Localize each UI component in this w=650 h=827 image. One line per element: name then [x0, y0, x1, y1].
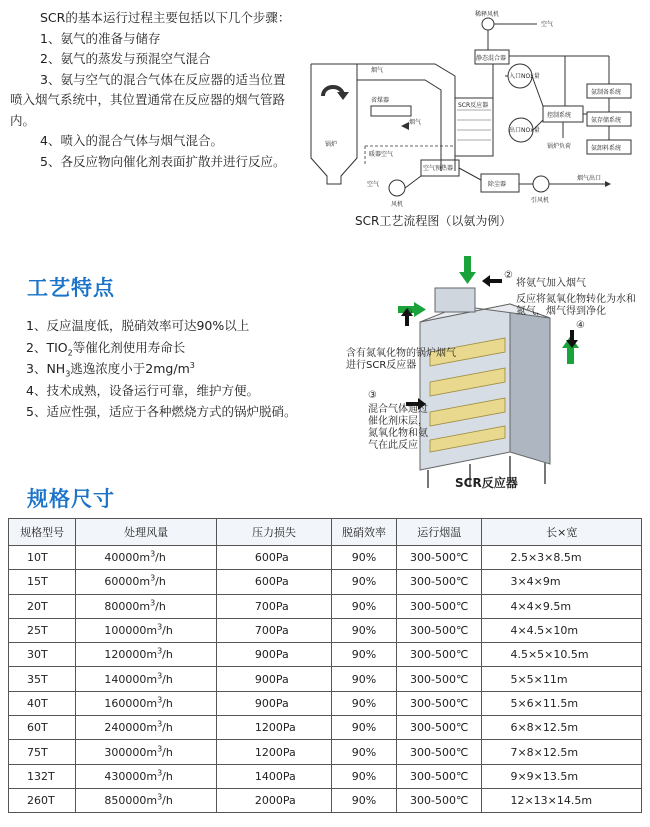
boiler-shape [311, 64, 357, 184]
label-ammonia-prep: 氨制备系统 [591, 89, 622, 96]
label-air-preheater: 空气预热器 [423, 165, 454, 172]
label-static-mixer: 静态混合器 [476, 55, 507, 62]
features-title: 工艺特点 [27, 276, 115, 300]
scr-flow-diagram [305, 6, 645, 231]
table-row: 20T $80000m^3/h$ 700Pa 90% 300-500℃ 4×4×9.5m [9, 594, 642, 618]
label-boiler: 锅炉 [325, 141, 338, 148]
intro-lead: SCR的基本运行过程主要包括以下几个步骤： [40, 10, 291, 25]
spec-table [8, 518, 642, 813]
label-induced-fan: 引风机 [531, 197, 550, 204]
table-row: 25T $100000m^3/h$ 700Pa 90% 300-500℃ 4×4.5×10m [9, 618, 642, 642]
feature-item: 1、反应温度低，脱硝效率可达90%以上 [26, 318, 250, 333]
table-row: 35T $140000m^3/h$ 900Pa 90% 300-500℃ 5×5×11m [9, 667, 642, 691]
intro-step: 1、氨气的准备与储存 [40, 30, 161, 46]
table-row: 30T $120000m^3/h$ 900Pa 90% 300-500℃ 4.5×5×10.5m [9, 643, 642, 667]
label-boiler-load: 锅炉负荷 [547, 143, 572, 150]
step-1-text: 含有氮氧化物的锅炉烟气进行SCR反应器 [346, 348, 456, 371]
label-ammonia-unload: 氨卸料系统 [591, 145, 622, 152]
header-efficiency: 脱硝效率 [332, 519, 397, 546]
label-control-system: 控制系统 [547, 112, 572, 119]
label-dilution-fan: 稀释风机 [475, 11, 500, 18]
header-temperature: 运行烟温 [396, 519, 482, 546]
intro-text [10, 8, 295, 172]
feature-item: 2、$TIO_2$等催化剂使用寿命长 [26, 339, 186, 357]
label-chimney: 烟气出口 [577, 175, 602, 182]
header-dimensions: 长×宽 [482, 519, 642, 546]
intro-step: 3、氨与空气的混合气体在反应器的适当位置喷入烟气系统中，其位置通常在反应器的烟气管路内。 [10, 71, 286, 128]
header-model: 规格型号 [9, 519, 76, 546]
step-3-number: ③ [368, 390, 377, 401]
feature-item: 4、技术成熟，设备运行可靠，维护方便。 [26, 382, 259, 398]
label-air-top: 空气 [541, 21, 554, 28]
label-dust-remover: 除尘器 [488, 181, 507, 188]
label-scr-reactor: SCR反应器 [458, 102, 489, 109]
label-ammonia-storage: 氨存储系统 [591, 117, 622, 124]
header-pressure-loss: 压力损失 [216, 519, 331, 546]
table-row: 260T $850000m^3/h$ 2000Pa 90% 300-500℃ 12×13×14.5m [9, 788, 642, 812]
label-inlet-nox: 入口NOx量 [509, 73, 540, 80]
table-row: 60T $240000m^3/h$ 1200Pa 90% 300-500℃ 6×8×12.5m [9, 716, 642, 740]
spec-title: 规格尺寸 [27, 487, 115, 511]
intro-step: 5、各反应物向催化剂表面扩散并进行反应。 [40, 153, 286, 169]
table-row: 40T $160000m^3/h$ 900Pa 90% 300-500℃ 5×6×11.5m [9, 691, 642, 715]
header-airflow: 处理风量 [76, 519, 217, 546]
intro-step: 2、氨气的蒸发与预混空气混合 [40, 51, 211, 66]
table-header-row [9, 519, 642, 546]
label-economizer: 省煤器 [371, 97, 390, 104]
step-3-text: 混合气体通过催化剂床层，氮氧化物和氨气在此反应 [368, 404, 428, 451]
label-outlet-nox: 出口NOx量 [509, 127, 540, 134]
scr-reactor-illustration [340, 252, 645, 492]
table-row: 10T $40000m^3/h$ 600Pa 90% 300-500℃ 2.5×3×8.5m [9, 546, 642, 570]
table-row: 15T $60000m^3/h$ 600Pa 90% 300-500℃ 3×4×9m [9, 570, 642, 594]
label-flue-gas: 烟气 [409, 119, 422, 126]
label-air-in: 空气 [367, 181, 380, 188]
feature-item: 3、$NH_3$逃逸浓度小于$2mg/m^3$ [26, 360, 195, 379]
reactor-caption: SCR反应器 [455, 476, 518, 490]
label-preheat-air: 暖器空气 [369, 151, 394, 158]
step-4-text: 反应将氮氧化物转化为水和氮气，烟气得到净化 [516, 294, 636, 317]
feature-item: 5、适应性强，适应于各种燃烧方式的锅炉脱硝。 [26, 404, 297, 419]
step-1-number: ① [404, 308, 413, 319]
step-4-number: ④ [576, 320, 585, 331]
table-row: 75T $300000m^3/h$ 1200Pa 90% 300-500℃ 7×8×12.5m [9, 740, 642, 764]
step-2-number: ② [504, 270, 513, 281]
flow-diagram-caption: SCR工艺流程图（以氨为例） [355, 214, 512, 228]
label-flue-gas: 烟气 [371, 67, 384, 74]
step-2-text: 将氨气加入烟气 [516, 278, 586, 289]
features-list [26, 315, 336, 423]
label-fan: 风机 [391, 201, 404, 208]
intro-step: 4、喷入的混合气体与烟气混合。 [40, 133, 223, 148]
table-row: 132T $430000m^3/h$ 1400Pa 90% 300-500℃ 9×9×13.5m [9, 764, 642, 788]
